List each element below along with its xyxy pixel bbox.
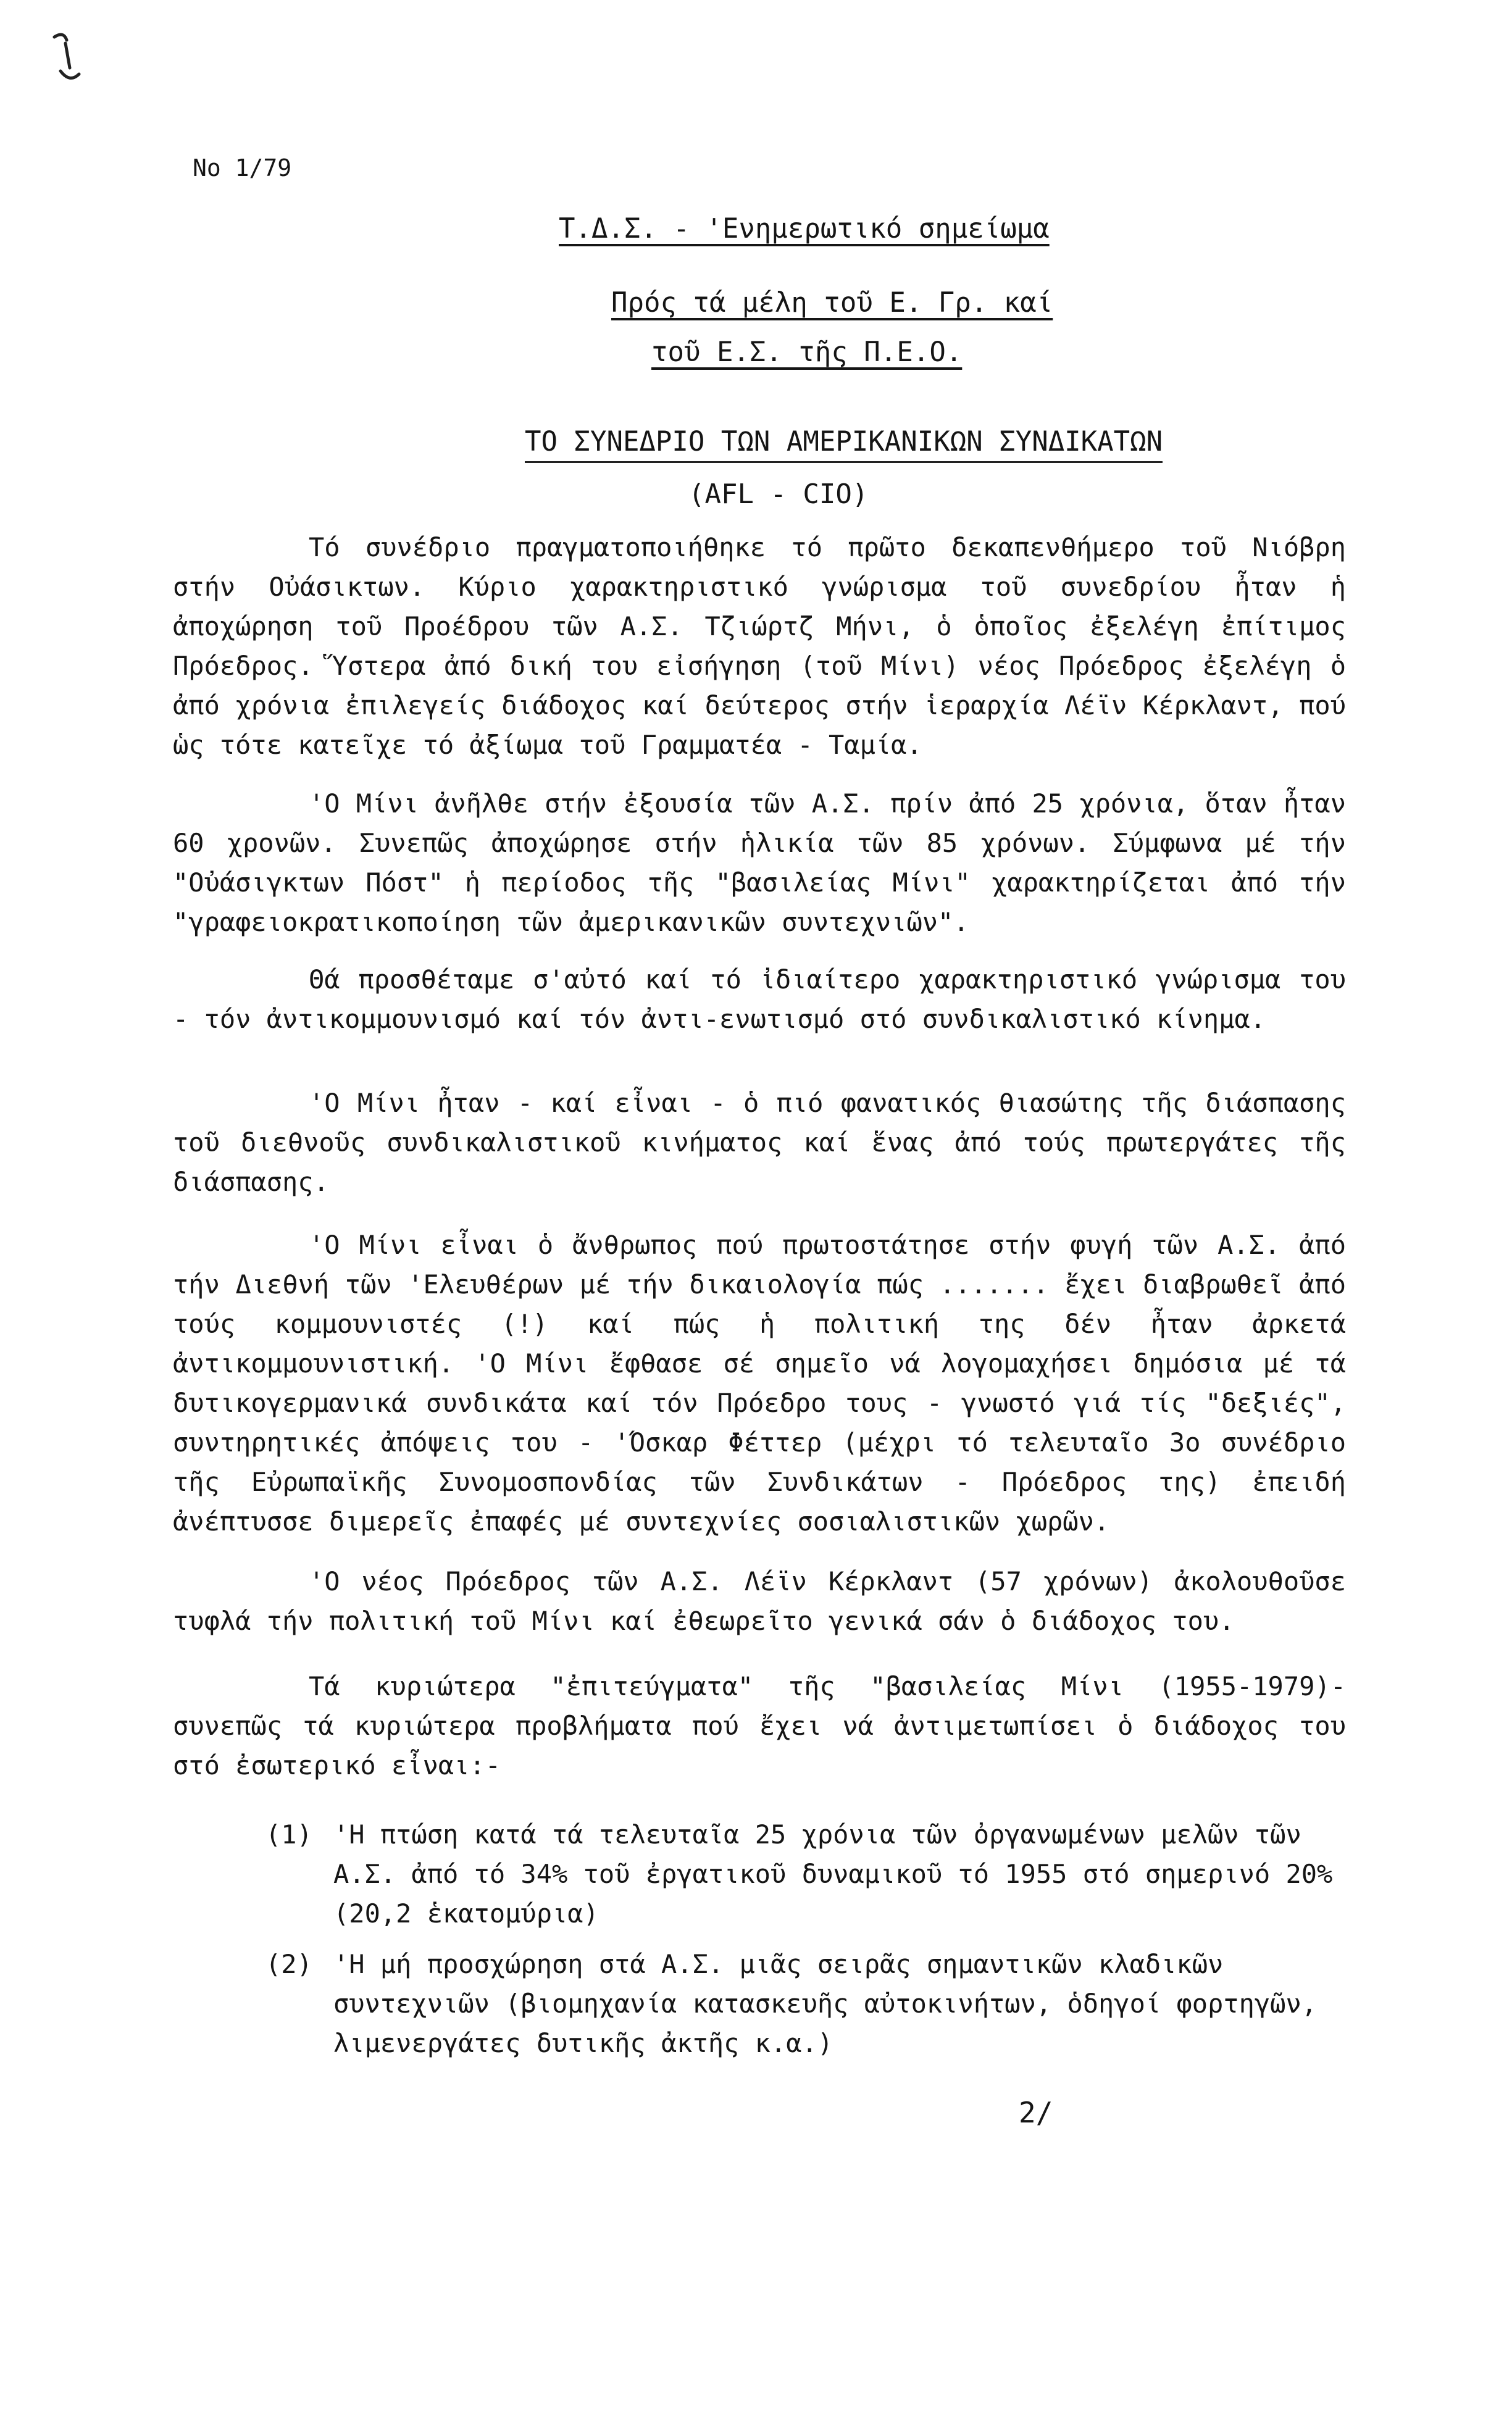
- handwritten-mark: [48, 25, 85, 93]
- document-number: Νο 1/79: [193, 154, 292, 182]
- list-item-text: 'Η πτώση κατά τά τελευταῖα 25 χρόνια τῶν ὀργανωμένων μελῶν τῶν Α.Σ. ἀπό τό 34% τοῦ ἐργατικοῦ δυναμικοῦ τό 1955 στό σημερινό 20% (20,2 ἑκατομύρια): [333, 1819, 1333, 1929]
- paragraph-2: 'Ο Μίνι ἀνῆλθε στήν ἐξουσία τῶν Α.Σ. πρίν ἀπό 25 χρόνια, ὅταν ἦταν 60 χρονῶν. Συνεπῶς ἀποχώρησε στήν ἡλικία τῶν 85 χρόνων. Σύμφωνα μέ τήν "Οὐάσιγκτων Πόστ" ἡ περίοδος τῆς "βασιλείας Μίνι" χαρακτηρίζεται ἀπό τήν "γραφειοκρατικοποίηση τῶν ἀμερικανικῶν συντεχνιῶν".: [173, 788, 1346, 937]
- header-line-3: τοῦ Ε.Σ. τῆς Π.Ε.Ο.: [651, 336, 963, 368]
- paragraph-3: Θά προσθέταμε σ'αὐτό καί τό ἰδιαίτερο χαρακτηριστικό γνώρισμα του - τόν ἀντικομμουνισμό καί τόν ἀντι-ενωτισμό στό συνδικαλιστικό κίνημα.: [173, 964, 1346, 1034]
- paragraph-5: 'Ο Μίνι εἶναι ὁ ἄνθρωπος πού πρωτοστάτησε στήν φυγή τῶν Α.Σ. ἀπό τήν Διεθνή τῶν 'Ελευθέρων μέ τήν δικαιολογία πώς ....... ἔχει διαβρωθεῖ ἀπό τούς κομμουνιστές (!) καί πώς ἡ πολιτική της δέν ἦταν ἀρκετά ἀντικομμουνιστική. 'Ο Μίνι ἔφθασε σέ σημεῖο νά λογομαχήσει δημόσια μέ τά δυτικογερμανικά συνδικάτα καί τόν Πρόεδρο τους - γνωστό γιά τίς "δεξιές", συντηρητικές ἀπόψεις του - 'Όσκαρ Φέττερ (μέχρι τό τελευταῖο 3ο συνέδριο τῆς Εὐρωπαϊκῆς Συνομοσπονδίας τῶν Συνδικάτων - Πρόεδρος της) ἐπειδή ἀνέπτυσσε διμερεῖς ἐπαφές μέ συντεχνίες σοσιαλιστικῶν χωρῶν.: [173, 1230, 1346, 1537]
- document-title: ΤΟ ΣΥΝΕΔΡΙΟ ΤΩΝ ΑΜΕΡΙΚΑΝΙΚΩΝ ΣΥΝΔΙΚΑΤΩΝ: [525, 426, 1163, 463]
- paragraph-7: Τά κυριώτερα "ἐπιτεύγματα" τῆς "βασιλείας Μίνι (1955-1979)- συνεπῶς τά κυριώτερα προβλήματα πού ἔχει νά ἀντιμετωπίσει ὁ διάδοχος του στό ἐσωτερικό εἶναι:-: [173, 1671, 1346, 1780]
- list-item-number: (2): [265, 1949, 312, 1979]
- paragraph-6: 'Ο νέος Πρόεδρος τῶν Α.Σ. Λέϊν Κέρκλαντ (57 χρόνων) ἀκολουθοῦσε τυφλά τήν πολιτική τοῦ Μίνι καί ἐθεωρεῖτο γενικά σάν ὁ διάδοχος του.: [173, 1566, 1346, 1636]
- document-subtitle: (AFL - CIO): [688, 478, 869, 510]
- list-item-text: 'Η μή προσχώρηση στά Α.Σ. μιᾶς σειρᾶς σημαντικῶν κλαδικῶν συντεχνιῶν (βιομηχανία κατασκευῆς αὐτοκινήτων, ὁδηγοί φορτηγῶν, λιμενεργάτες δυτικῆς ἀκτῆς κ.α.): [333, 1949, 1318, 2058]
- paragraph-1: Τό συνέδριο πραγματοποιήθηκε τό πρῶτο δεκαπενθήμερο τοῦ Νιόβρη στήν Οὐάσικτων. Κύριο χαρακτηριστικό γνώρισμα τοῦ συνεδρίου ἦταν ἡ ἀποχώρηση τοῦ Προέδρου τῶν Α.Σ. Τζιώρτζ Μήνι, ὁ ὁποῖος ἐξελέγη ἐπίτιμος Πρόεδρος. Ὕστερα ἀπό δική του εἰσήγηση (τοῦ Μίνι) νέος Πρόεδρος ἐξελέγη ὁ ἀπό χρόνια ἐπιλεγείς διάδοχος καί δεύτερος στήν ἱεραρχία Λέϊν Κέρκλαντ, πού ὡς τότε κατεῖχε τό ἀξίωμα τοῦ Γραμματέα - Ταμία.: [173, 532, 1346, 760]
- page-continuation: 2/: [1019, 2096, 1053, 2129]
- list-item-number: (1): [265, 1819, 312, 1850]
- header-line-1: Τ.Δ.Σ. - 'Ενημερωτικό σημείωμα: [559, 213, 1050, 244]
- header-line-2: Πρός τά μέλη τοῦ Ε. Γρ. καί: [611, 287, 1053, 319]
- paragraph-4: 'Ο Μίνι ἦταν - καί εἶναι - ὁ πιό φανατικός θιασώτης τῆς διάσπασης τοῦ διεθνοῦς συνδικαλιστικοῦ κινήματος καί ἕνας ἀπό τούς πρωτεργάτες τῆς διάσπασης.: [173, 1088, 1346, 1197]
